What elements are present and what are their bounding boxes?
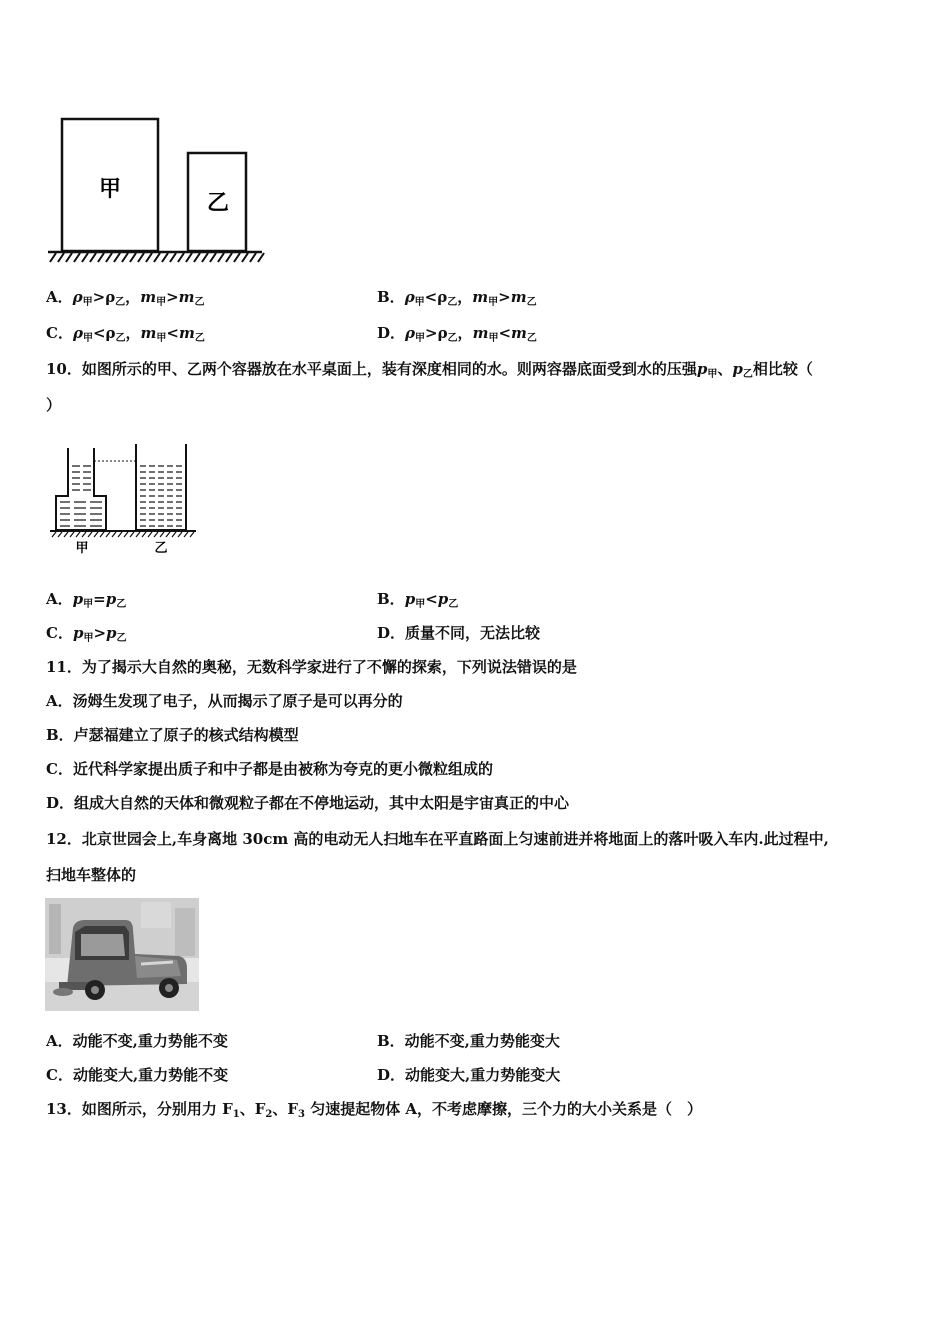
container-jia-label: 甲 [75, 541, 89, 556]
q11-option-c[interactable]: C．近代科学家提出质子和中子都是由被称为夸克的更小微粒组成的 [46, 760, 493, 778]
q12-option-b[interactable]: B．动能不变,重力势能变大 [377, 1032, 560, 1050]
q9-figure [40, 110, 270, 270]
q10-option-d[interactable]: D．质量不同，无法比较 [377, 624, 541, 642]
q9-option-b[interactable]: B．$\rho_甲<\rho_乙$，$m_甲>m_乙$ [377, 288, 537, 308]
q10-option-a[interactable]: A．$p_甲=p_乙$ [46, 590, 127, 610]
container-jia [56, 448, 106, 530]
sweeper-photo [45, 898, 199, 1011]
q9-option-d[interactable]: D．$\rho_甲>\rho_乙$，$m_甲<m_乙$ [377, 324, 537, 344]
q11-option-d[interactable]: D．组成大自然的天体和微观粒子都在不停地运动，其中太阳是宇宙真正的中心 [46, 794, 570, 812]
q11-stem: 11．为了揭示大自然的奥秘，无数科学家进行了不懈的探索，下列说法错误的是 [46, 658, 577, 676]
q12-stem-line1: 12．北京世园会上,车身离地 30cm 高的电动无人扫地车在平直路面上匀速前进并将地面上的落叶吸入车内.此过程中, [46, 830, 829, 848]
ground-hatching [50, 253, 264, 262]
q12-option-a[interactable]: A．动能不变,重力势能不变 [46, 1032, 228, 1050]
q12-stem-line2: 扫地车整体的 [46, 866, 137, 884]
q9-option-a[interactable]: A．$\rho_甲>\rho_乙$，$m_甲>m_乙$ [46, 288, 205, 308]
q10-option-b[interactable]: B．$p_甲<p_乙$ [377, 590, 459, 610]
q12-option-c[interactable]: C．动能变大,重力势能不变 [46, 1066, 229, 1084]
q11-option-b[interactable]: B．卢瑟福建立了原子的核式结构模型 [46, 726, 299, 744]
block-jia-label: 甲 [98, 177, 122, 202]
q10-figure [46, 440, 206, 560]
q10-stem-line2: ） [46, 396, 62, 414]
q12-option-d[interactable]: D．动能变大,重力势能变大 [377, 1066, 561, 1084]
q13-stem: 13．如图所示，分别用力 $F_1$、$F_2$、$F_3$ 匀速提起物体 A，不考虑摩擦，三个力的大小关系是（ ） [46, 1100, 703, 1120]
table-hatching [52, 532, 194, 537]
q10-option-c[interactable]: C．$p_甲>p_乙$ [46, 624, 127, 644]
water-dashes [60, 466, 182, 526]
q9-option-c[interactable]: C．$\rho_甲<\rho_乙$，$m_甲<m_乙$ [46, 324, 205, 344]
container-yi-label: 乙 [154, 541, 168, 556]
q10-stem-line1: 10．如图所示的甲、乙两个容器放在水平桌面上，装有深度相同的水。则两容器底面受到水的压强$p_甲$、$p_乙$相比较（ [46, 360, 813, 380]
block-yi-label: 乙 [206, 191, 230, 216]
q11-option-a[interactable]: A．汤姆生发现了电子，从而揭示了原子是可以再分的 [46, 692, 403, 710]
container-yi [136, 444, 186, 530]
